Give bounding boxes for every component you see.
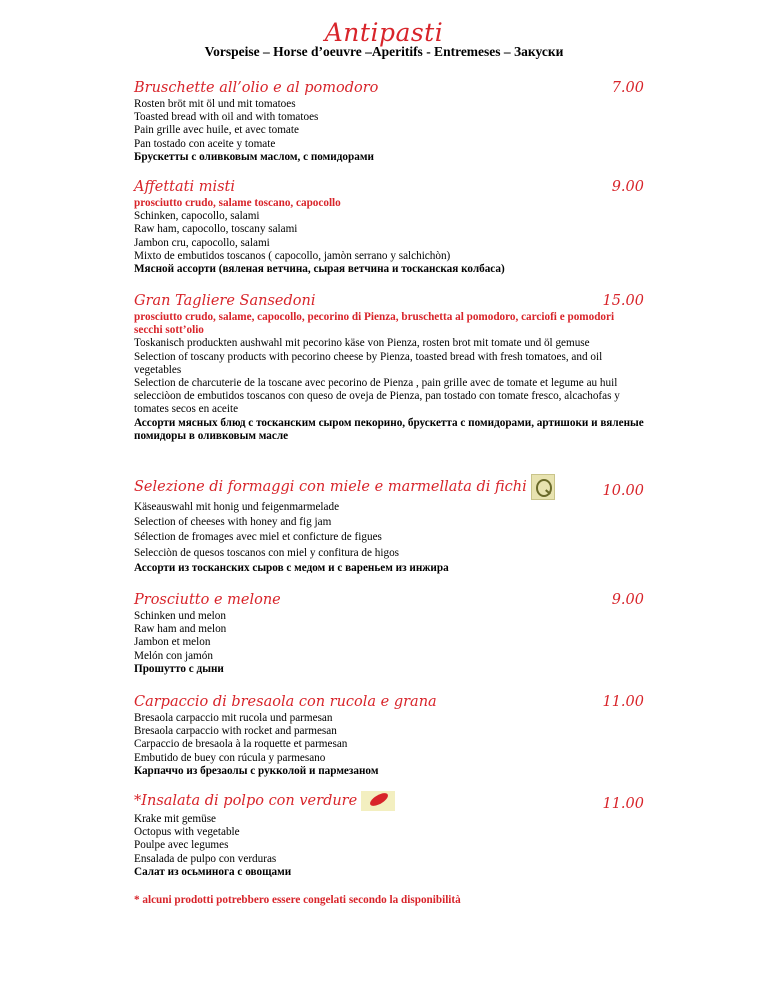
menu-item-gran-tagliere xyxy=(134,292,644,443)
item-line-russian: Мясной ассорти (вяленая ветчина, сырая ветчина и тосканская колбаса) xyxy=(134,263,505,276)
item-line: Melón con jamón xyxy=(134,649,213,662)
item-line-russian: Брускетты с оливковым маслом, с помидорами xyxy=(134,150,374,163)
menu-item-prosciutto-melone xyxy=(134,591,644,676)
item-name: Selezione di formaggi con miele e marmellata di fichi xyxy=(134,478,644,496)
item-price: 10.00 xyxy=(602,483,644,499)
item-name: Gran Tagliere Sansedoni xyxy=(134,293,316,309)
item-ingredients: prosciutto crudo, salame toscano, capocollo xyxy=(134,197,341,209)
item-line: Schinken, capocollo, salami xyxy=(134,210,260,223)
item-line: Embutido de buey con rúcula y parmesano xyxy=(134,751,326,764)
item-line-russian: Салат из осьминога с овощами xyxy=(134,865,292,878)
item-line: Rosten bröt mit öl und mit tomatoes xyxy=(134,98,296,110)
item-ingredients: prosciutto crudo, salame, capocollo, pecorino di Pienza, bruschetta al pomodoro, carciofi e pomodori secchi sott’olio xyxy=(134,311,615,337)
item-line-russian: Прошутто с дыни xyxy=(134,662,224,675)
item-line: Bresaola carpaccio with rocket and parmesan xyxy=(134,725,337,738)
item-line: Selection de charcuterie de la toscane avec pecorino de Pienza , pain grille avec de tomate et legume au huil xyxy=(134,377,618,390)
item-line: Octopus with vegetable xyxy=(134,826,240,839)
item-line: Toasted bread with oil and with tomatoes xyxy=(134,111,319,124)
menu-item-affettati xyxy=(134,178,644,276)
item-line: Sélection de fromages avec miel et conficture de figues xyxy=(134,531,382,544)
pepper-icon xyxy=(361,791,395,811)
item-line: Ensalada de pulpo con verduras xyxy=(134,852,277,865)
item-line: Carpaccio de bresaola à la roquette et parmesan xyxy=(134,738,348,751)
menu-item-insalata-polpo xyxy=(134,792,644,879)
item-price: 9.00 xyxy=(611,592,644,608)
item-line: Poulpe avec legumes xyxy=(134,839,229,852)
item-line: Krake mit gemüse xyxy=(134,813,217,825)
item-line: selecciòon de embutidos toscanos con queso de oveja de Pienza, pan tostado con tomate fresco, alcachofas y tomates secos en aceite xyxy=(134,390,620,416)
menu-item-formaggi xyxy=(134,478,644,576)
item-line: Toskanisch produckten aushwahl mit pecorino käse von Pienza, rosten brot mit tomate und öl gemuse xyxy=(134,337,590,350)
menu-item-bruschette xyxy=(134,79,644,164)
item-name: Affettati misti xyxy=(134,179,235,195)
item-line: Bresaola carpaccio mit rucola und parmesan xyxy=(134,712,333,724)
item-line: Selection of cheeses with honey and fig jam xyxy=(134,516,332,529)
item-line: Pan tostado con aceite y tomate xyxy=(134,137,276,150)
item-price: 11.00 xyxy=(602,796,644,812)
item-line: Selecciòn de quesos toscanos con miel y confitura de higos xyxy=(134,546,400,559)
cheese-q-icon xyxy=(531,474,555,500)
item-name: Bruschette all’olio e al pomodoro xyxy=(134,80,379,96)
page-subtitle: Vorspeise – Horse d’oeuvre –Aperitifs - Entremeses – Закуски xyxy=(204,44,564,59)
footnote: * alcuni prodotti potrebbero essere congelati secondo la disponibilità xyxy=(134,894,461,906)
menu-item-carpaccio xyxy=(134,693,644,778)
item-line: Raw ham and melon xyxy=(134,623,227,636)
item-line: Schinken und melon xyxy=(134,610,226,622)
item-price: 7.00 xyxy=(611,80,644,96)
item-price: 9.00 xyxy=(611,179,644,195)
item-name: *Insalata di polpo con verdure xyxy=(134,792,644,810)
item-line: Pain grille avec huile, et avec tomate xyxy=(134,124,299,137)
item-price: 15.00 xyxy=(602,293,644,309)
page-title: Antipasti xyxy=(324,18,444,47)
item-line: Jambon cru, capocollo, salami xyxy=(134,236,270,249)
item-price: 11.00 xyxy=(602,694,644,710)
item-line-russian: Ассорти из тосканских сыров с медом и с вареньем из инжира xyxy=(134,561,449,574)
item-name: Prosciutto e melone xyxy=(134,592,281,608)
item-line: Raw ham, capocollo, toscany salami xyxy=(134,223,298,236)
item-line-russian: Ассорти мясных блюд с тосканским сыром пекорино, брускетта с помидорами, артишоки и вяленые помидоры в оливковым масле xyxy=(134,416,644,442)
item-line: Mixto de embutidos toscanos ( capocollo, jamòn serrano y salchichòn) xyxy=(134,249,451,262)
item-line-russian: Карпаччо из брезаолы с рукколой и пармезаном xyxy=(134,764,379,777)
item-line: Jambon et melon xyxy=(134,636,211,649)
item-name: Carpaccio di bresaola con rucola e grana xyxy=(134,694,437,710)
item-line: Käseauswahl mit honig und feigenmarmelade xyxy=(134,501,340,513)
item-line: Selection of toscany products with pecorino cheese by Pienza, toasted bread with fresh tomatoes, and oil vegetables xyxy=(134,350,603,376)
